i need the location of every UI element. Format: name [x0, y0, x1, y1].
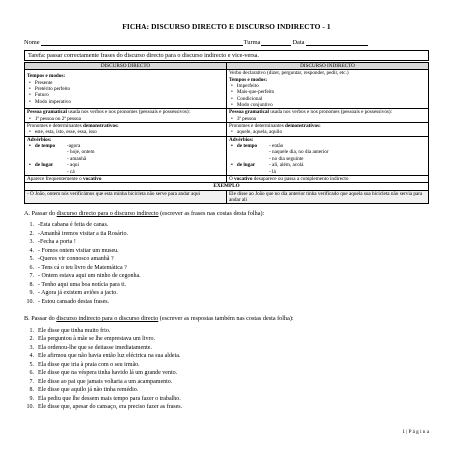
adverbs-label: Advérbios	[27, 136, 50, 143]
item-text: - Agora já existem aviões a jacto.	[38, 290, 118, 297]
adverb: -agora	[67, 143, 81, 150]
instruction-post: (escrever as respostas também nas costas desta folha):	[158, 315, 294, 323]
item-number: 1.	[29, 222, 34, 229]
example-direct: - O João, ontem nós verificámos que esta minha bicicleta não serve para andar aqui	[25, 190, 227, 204]
col-header-direct: DISCURSO DIRECTO	[25, 63, 227, 70]
item-text: - Ontem estava aqui um ninho de cegonha.	[38, 273, 141, 280]
item-text: - Tens cá o teu livro de Matemática ?	[38, 264, 127, 271]
instruction-underlined: discurso directo para o discurso indirecto	[56, 210, 159, 218]
indirect-tenses-list	[229, 83, 426, 108]
list-item	[24, 386, 429, 395]
item-text: - Tenho aqui uma boa notícia para ti.	[38, 281, 127, 288]
list-item: • Pretérito perfeito	[37, 86, 224, 92]
example-indirect: Ele disse ao João que no dia anterior tinha verificado que aquela sua bicicleta não servia para andar ali	[227, 190, 429, 204]
list-item	[24, 378, 429, 387]
place-label: • de lugar	[239, 162, 269, 168]
verb-note: Verbo declarativo (dizer, perguntar, responder, pedir, etc.)	[229, 70, 349, 77]
item-number: 8.	[29, 281, 34, 288]
name-field[interactable]	[41, 39, 243, 46]
list-item	[24, 298, 429, 307]
section-b-list	[24, 327, 429, 412]
list-item	[24, 247, 429, 256]
item-text: - Estou cansado destas frases.	[38, 298, 110, 305]
adverbs-label: Advérbios	[229, 136, 252, 143]
list-item	[24, 264, 429, 273]
vocative-word: vocativo	[234, 175, 253, 182]
list-item: • Futuro	[37, 92, 224, 98]
adverb: - no dia seguinte	[269, 155, 304, 162]
list-item	[24, 335, 429, 344]
person-desc: usada nos verbos e nos pronomes (pessoais e possessivos):	[270, 109, 393, 116]
time-label: • de tempo	[239, 143, 269, 149]
tenses-label: Tempos e modos:	[27, 73, 66, 80]
tenses-label: Tempos e modos:	[229, 76, 268, 83]
item-number: 7.	[29, 273, 34, 280]
list-item	[24, 281, 429, 290]
indirect-person-cell	[227, 109, 429, 123]
task-box: Tarefa: passar correctamente frases do discurso directo para o discurso indirecto e vice-versa.	[24, 50, 429, 61]
example-header: EXEMPLO	[25, 183, 429, 190]
adverb: - amanhã	[67, 155, 87, 162]
direct-person-cell	[25, 109, 227, 123]
list-item: • 1ª pessoa ou 2ª pessoa	[37, 116, 224, 122]
item-text: -Fecha a porta !	[38, 239, 76, 246]
adverb: - lá	[269, 168, 276, 175]
direct-adverbs-cell: Advérbios: • de tempo -agora - hoje, ontem - amanhã • de lugar - aqui - cá	[25, 136, 227, 175]
item-number: 3.	[29, 344, 34, 351]
list-item	[24, 352, 429, 361]
item-number: 7.	[29, 378, 34, 385]
indirect-adverbs-cell: Advérbios: • de tempo - então - naquele dia, no dia anterior - no dia seguinte • de lugar - ali, além, acolá - lá	[227, 136, 429, 175]
indirect-demonstratives-cell	[227, 123, 429, 137]
list-item	[24, 272, 429, 281]
direct-vocative-cell	[25, 175, 227, 182]
instruction-post: (escrever as frases nas costas desta folha):	[158, 210, 265, 218]
name-label: Nome	[24, 39, 40, 46]
list-item	[24, 230, 429, 239]
vocative-prefix: O	[229, 175, 235, 182]
page-footer: 1 | P á g i n a	[402, 429, 429, 435]
adverb: - hoje, ontem	[67, 149, 95, 156]
adverb: - então	[269, 143, 284, 150]
item-number: 2.	[29, 230, 34, 237]
item-text: Ele afirmou que não havia então luz eléctrica na sua aldeia.	[38, 353, 181, 360]
section-a-instruction	[24, 210, 429, 218]
item-text: - Fomos ontem visitar um museu.	[38, 247, 119, 254]
adverb: - aqui	[67, 162, 79, 169]
item-text: Ela pediu que lhe dessem mais tempo para fazer o trabalho.	[38, 395, 181, 402]
instruction-underlined: discurso indirecto para o discurso directo	[56, 315, 159, 323]
item-number: 2.	[29, 336, 34, 343]
direct-demonstratives-cell	[25, 123, 227, 137]
person-label: Pessoa gramatical	[229, 109, 269, 116]
vocative-word: vocativo	[83, 175, 102, 182]
list-item	[24, 238, 429, 247]
direct-tenses-list	[27, 80, 224, 105]
item-text: Ela perguntou à mãe se lhe emprestava um livro.	[38, 336, 156, 343]
place-label: • de lugar	[37, 162, 67, 168]
item-number: 10.	[26, 404, 34, 411]
list-item	[24, 369, 429, 378]
item-number: 4.	[29, 247, 34, 254]
direct-tenses-cell	[25, 70, 227, 109]
item-text: Ele disse que aquilo já não tinha remédio.	[38, 387, 139, 394]
item-text: -Amanhã iremos visitar a tia Rosário.	[38, 230, 128, 237]
list-item: • 3ª pessoa	[239, 116, 426, 122]
item-number: 10.	[26, 298, 34, 305]
list-item	[24, 395, 429, 404]
date-field[interactable]	[306, 39, 368, 46]
section-b-instruction	[24, 315, 429, 323]
section-a-list	[24, 221, 429, 306]
item-text: Ele disse que, apesar do cansaço, era preciso fazer as frases.	[38, 404, 183, 411]
list-item: • este, esta, isto, esse, essa, isso	[37, 129, 224, 135]
demonstratives-prefix: Pronomes e determinantes	[229, 123, 286, 130]
class-field[interactable]	[261, 39, 291, 46]
item-number: 9.	[29, 290, 34, 297]
list-item: • Modo imperativo	[37, 99, 224, 105]
demonstratives-prefix: Pronomes e determinantes	[27, 123, 84, 130]
item-text: -Queres vir connosco amanhã ?	[38, 256, 114, 263]
list-item	[24, 361, 429, 370]
list-item: • Mais-que-perfeito	[239, 89, 426, 95]
adverb: - cá	[67, 168, 75, 175]
list-item: • Presente	[37, 80, 224, 86]
item-text: Ela disse que iria à praia com o seu irmão.	[38, 361, 140, 368]
list-item	[24, 327, 429, 336]
item-number: 5.	[29, 256, 34, 263]
list-item	[24, 403, 429, 412]
demonstratives-label: demonstrativos:	[83, 123, 119, 130]
time-label: • de tempo	[37, 143, 67, 149]
item-number: 3.	[29, 239, 34, 246]
item-text: Ela ordenou-lhe que se deitasse imediatamente.	[38, 344, 152, 351]
person-label: Pessoa gramatical	[27, 109, 67, 116]
item-text: Ele disse ao pai que jamais voltaria a um acampamento.	[38, 378, 173, 385]
instruction-pre: A. Passar do	[24, 210, 57, 218]
date-label: Data	[292, 39, 305, 46]
class-label: Turma	[243, 39, 261, 46]
vocative-suffix: desaparece ou passa a complemento indirecto	[252, 175, 349, 182]
list-item: • Condicional	[239, 96, 426, 102]
item-text: Ele disse que na véspera tinha havido lá um grande vento.	[38, 370, 178, 377]
item-number: 4.	[29, 353, 34, 360]
instruction-pre: B. Passar do	[24, 315, 57, 323]
list-item: • aquele, aquela, aquilo	[239, 129, 426, 135]
page-title: FICHA: DISCURSO DIRECTO E DISCURSO INDIRECTO - 1	[122, 22, 331, 31]
list-item: • Modo conjuntivo	[239, 102, 426, 108]
list-item	[24, 344, 429, 353]
item-number: 1.	[29, 327, 34, 334]
list-item	[24, 289, 429, 298]
vocative-prefix: Aparece frequentemente o	[27, 175, 84, 182]
header-fields	[24, 39, 429, 46]
adverb: - naquele dia, no dia anterior	[269, 149, 329, 156]
person-desc: usada nos verbos e nos pronomes (pessoais e possessivos):	[68, 109, 191, 116]
item-number: 5.	[29, 361, 34, 368]
item-text: Ele disse que tinha muito frio.	[38, 327, 111, 334]
indirect-tenses-cell	[227, 70, 429, 109]
list-item	[24, 221, 429, 230]
comparison-table	[24, 62, 429, 204]
col-header-indirect: DISCURSO INDIRECTO	[227, 63, 429, 70]
demonstratives-label: demonstrativos:	[285, 123, 321, 130]
list-item: • Imperfeito	[239, 83, 426, 89]
item-text: -Esta cabana é feita de canas.	[38, 222, 109, 229]
item-number: 6.	[29, 264, 34, 271]
list-item	[24, 255, 429, 264]
adverb: - ali, além, acolá	[269, 162, 304, 169]
worksheet	[24, 22, 429, 412]
item-number: 6.	[29, 370, 34, 377]
item-number: 8.	[29, 387, 34, 394]
indirect-vocative-cell	[227, 175, 429, 182]
item-number: 9.	[29, 395, 34, 402]
